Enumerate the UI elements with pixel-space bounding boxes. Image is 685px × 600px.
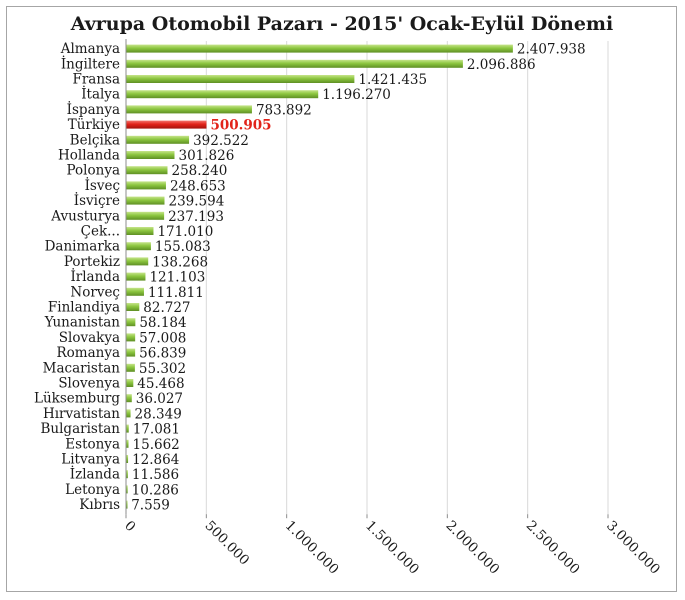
bar: [126, 197, 164, 205]
value-label: 58.184: [139, 315, 187, 332]
category-label: Türkiye: [67, 117, 120, 134]
value-label: 258.240: [171, 163, 228, 180]
value-label: 12.864: [132, 452, 180, 468]
bar: [126, 60, 463, 68]
bar: [126, 303, 139, 311]
value-label: 2.407.938: [516, 41, 586, 58]
category-label: Almanya: [60, 41, 120, 58]
category-label: Yunanistan: [44, 314, 120, 331]
bar: [126, 212, 164, 220]
value-label: 1.196.270: [322, 87, 391, 104]
value-label: 82.727: [143, 300, 191, 316]
category-label: İtalya: [81, 86, 120, 103]
category-label: Romanya: [56, 345, 120, 362]
category-label: Lüksemburg: [34, 390, 120, 407]
bar: [126, 257, 148, 265]
value-label: 237.193: [168, 208, 224, 225]
label-layer: [34, 41, 586, 513]
x-tick-label: 500.000: [201, 517, 253, 569]
category-label: İspanya: [66, 101, 120, 118]
bar: [126, 394, 132, 402]
value-label: 155.083: [154, 239, 211, 256]
bar: [126, 349, 135, 357]
category-label: Hollanda: [58, 147, 120, 164]
x-tick-label: 0: [121, 517, 139, 536]
x-tick-label: 2.000.000: [442, 517, 503, 578]
category-label: Slovakya: [58, 329, 120, 346]
bar: [126, 333, 135, 341]
bar: [126, 288, 144, 296]
bar: [126, 318, 135, 326]
category-label: Hırvatistan: [42, 405, 120, 422]
category-label: Slovenya: [58, 375, 120, 392]
value-label: 45.468: [137, 376, 185, 392]
value-label: 7.559: [131, 497, 170, 514]
category-label: Letonya: [65, 481, 120, 498]
value-label: 55.302: [138, 360, 187, 377]
value-label: 57.008: [139, 330, 187, 347]
category-label: İngiltere: [60, 56, 120, 73]
bar: [126, 151, 174, 159]
category-label: Portekiz: [63, 253, 120, 270]
value-label: 11.586: [131, 467, 180, 484]
category-label: İsveç: [84, 177, 120, 194]
category-label: Norveç: [70, 284, 120, 301]
bar: [126, 242, 151, 250]
axis-layer: [121, 39, 663, 578]
value-label: 28.349: [134, 406, 182, 423]
category-label: Litvanya: [61, 451, 120, 468]
value-label: 15.662: [132, 436, 180, 453]
category-label: Danimarka: [44, 238, 120, 255]
value-label: 248.653: [169, 178, 226, 195]
bar: [126, 227, 153, 235]
bar: [126, 45, 513, 53]
value-label: 301.826: [178, 148, 235, 164]
category-label: Fransa: [72, 71, 120, 88]
value-label: 111.811: [147, 284, 204, 301]
x-tick-label: 1.500.000: [362, 517, 423, 578]
value-label: 392.522: [193, 132, 249, 149]
value-label: 1.421.435: [358, 72, 428, 88]
bar: [126, 75, 354, 83]
value-label: 36.027: [135, 391, 184, 408]
category-label: Çek...: [80, 223, 120, 240]
category-label: Macaristan: [42, 360, 120, 377]
bar: [126, 364, 135, 372]
category-label: Kıbrıs: [79, 497, 120, 514]
bar: [126, 90, 318, 98]
value-label: 171.010: [157, 224, 214, 240]
value-label: 138.268: [152, 254, 209, 271]
category-label: Estonya: [65, 436, 120, 453]
bar: [126, 121, 206, 129]
category-label: Polonya: [66, 162, 120, 179]
chart-title: Avrupa Otomobil Pazarı - 2015' Ocak-Eylül Dönemi: [70, 13, 614, 35]
x-tick-label: 1.000.000: [281, 517, 342, 578]
value-label: 783.892: [255, 102, 312, 119]
category-label: Bulgaristan: [40, 421, 120, 438]
value-label: 500.905: [210, 117, 272, 134]
x-tick-label: 2.500.000: [522, 517, 583, 578]
category-label: Belçika: [69, 132, 120, 149]
value-label: 2.096.886: [466, 56, 536, 73]
value-label: 121.103: [149, 269, 206, 286]
category-label: Avusturya: [51, 208, 120, 225]
value-label: 10.286: [131, 482, 179, 499]
category-label: İsviçre: [73, 193, 120, 210]
bar: [126, 181, 166, 189]
bar: [126, 166, 167, 174]
value-label: 239.594: [168, 193, 225, 210]
category-label: Finlandiya: [47, 299, 120, 316]
bar: [126, 379, 133, 387]
bar: [126, 105, 252, 113]
bar: [126, 273, 145, 281]
value-label: 17.081: [132, 421, 180, 438]
category-label: İzlanda: [69, 466, 120, 483]
bar: [126, 409, 131, 417]
x-tick-label: 3.000.000: [603, 517, 664, 578]
category-label: İrlanda: [70, 269, 120, 286]
bar: [126, 136, 189, 144]
value-label: 56.839: [139, 345, 187, 362]
